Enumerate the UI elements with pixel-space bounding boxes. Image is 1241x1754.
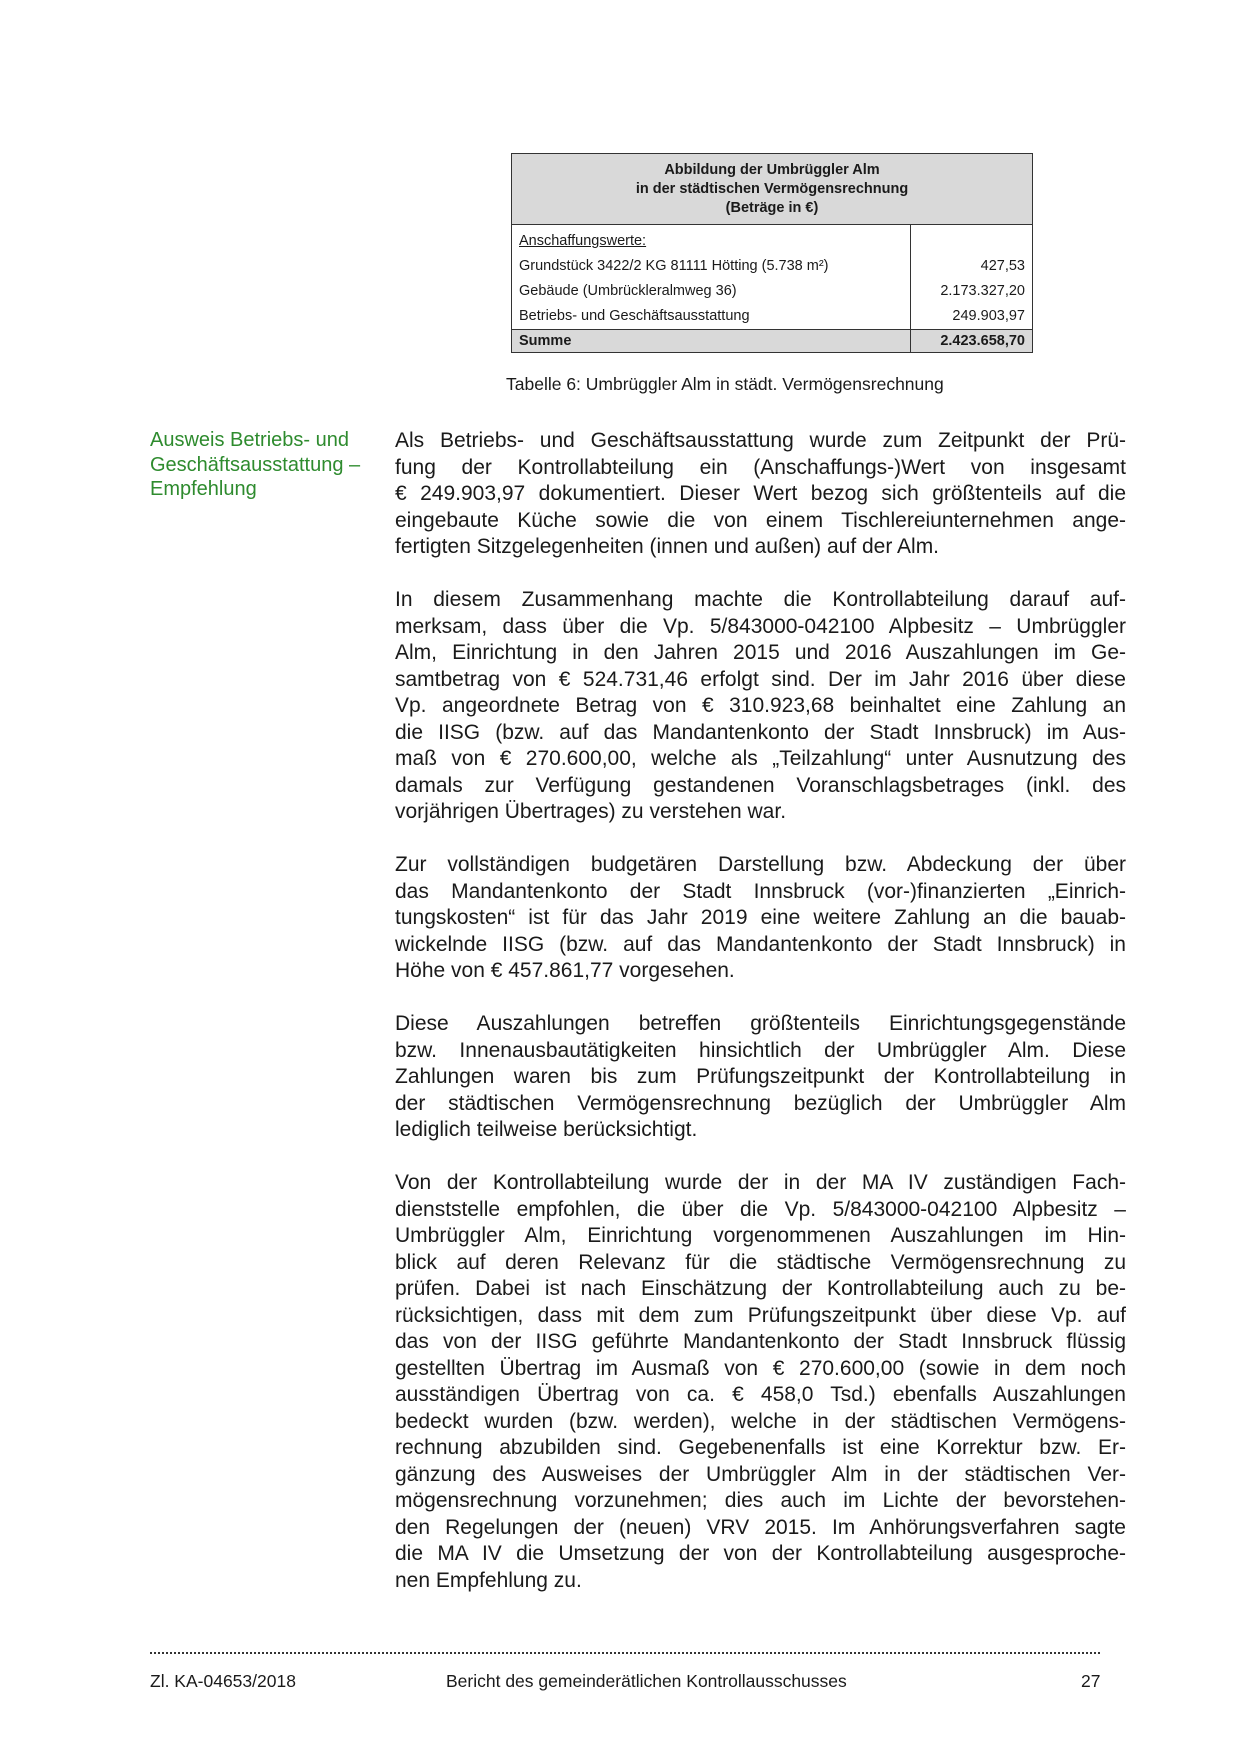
text-line: rechnung abzubilden sind. Gegebenenfalls ist eine Korrektur bzw. Er- xyxy=(395,1436,1126,1459)
title-line: (Beträge in €) xyxy=(725,200,819,216)
text-line: gänzung des Ausweises der Umbrüggler Alm in der städtischen Ver- xyxy=(395,1462,1126,1486)
margin-note xyxy=(150,428,380,502)
margin-note-line: Geschäftsausstattung – xyxy=(150,453,361,476)
footer-title: Bericht des gemeinderätlichen Kontrollausschusses xyxy=(446,1671,847,1691)
text-line: € 249.903,97 dokumentiert. Dieser Wert bezog sich größtenteils auf die xyxy=(395,482,1126,505)
footer-reference: Zl. KA-04653/2018 xyxy=(150,1671,296,1691)
text-line: damals zur Verfügung gestandenen Voranschlagsbetrages (inkl. des xyxy=(395,773,1126,797)
text-line: merksam, dass über die Vp. 5/843000-042100 Alpbesitz – Umbrüggler xyxy=(395,614,1126,638)
text-line: dienststelle empfohlen, die über die Vp. 5/843000-042100 Alpbesitz – xyxy=(395,1197,1126,1221)
text-line: fertigten Sitzgelegenheiten (innen und außen) auf der Alm. xyxy=(395,535,940,558)
text-line: Umbrüggler Alm, Einrichtung vorgenommenen Auszahlungen im Hin- xyxy=(395,1224,1126,1247)
paragraph xyxy=(395,587,1126,826)
row-label: Grundstück 3422/2 KG 81111 Hötting (5.738 m²) xyxy=(519,258,829,274)
sum-row xyxy=(512,330,1033,353)
text-line: prüfen. Dabei ist nach Einschätzung der Kontrollabteilung auch zu be- xyxy=(395,1277,1126,1300)
table-caption: Tabelle 6: Umbrüggler Alm in städt. Vermögensrechnung xyxy=(506,374,944,394)
text-line: In diesem Zusammenhang machte die Kontrollabteilung darauf auf- xyxy=(395,588,1126,611)
title-line: in der städtischen Vermögensrechnung xyxy=(635,181,909,197)
footer-divider xyxy=(150,1652,1100,1654)
page-number: 27 xyxy=(1081,1671,1101,1691)
text-line: blick auf deren Relevanz für die städtische Vermögensrechnung zu xyxy=(395,1250,1126,1274)
text-line: Vp. angeordnete Betrag von € 310.923,68 beinhaltet eine Zahlung an xyxy=(395,694,1126,717)
row-value: 427,53 xyxy=(910,254,1032,279)
text-line: ausständigen Übertrag von ca. € 458,0 Tsd.) ebenfalls Auszahlungen xyxy=(395,1383,1126,1406)
row-value: 249.903,97 xyxy=(910,304,1032,330)
text-line: fung der Kontrollabteilung ein (Anschaffungs-)Wert von insgesamt xyxy=(395,455,1126,479)
text-line: Alm, Einrichtung in den Jahren 2015 und 2016 Auszahlungen im Ge- xyxy=(395,641,1126,664)
text-line: die MA IV die Umsetzung der von der Kontrollabteilung ausgesproche- xyxy=(395,1542,1126,1565)
text-line: Zur vollständigen budgetären Darstellung bzw. Abdeckung der über xyxy=(395,853,1126,876)
table-row xyxy=(512,304,1033,330)
text-line: Höhe von € 457.861,77 vorgesehen. xyxy=(395,959,735,982)
paragraph xyxy=(395,852,1126,985)
paragraph xyxy=(395,1011,1126,1144)
paragraph xyxy=(395,1170,1126,1594)
text-line: das Mandantenkonto der Stadt Innsbruck (vor-)finanzierten „Einrich- xyxy=(395,879,1126,903)
text-line: Von der Kontrollabteilung wurde der in der MA IV zuständigen Fach- xyxy=(395,1171,1126,1194)
row-label: Gebäude (Umbrückleralmweg 36) xyxy=(519,283,737,299)
asset-table xyxy=(511,153,1033,353)
table-row xyxy=(512,279,1033,304)
text-line: samtbetrag von € 524.731,46 erfolgt sind. Der im Jahr 2016 über diese xyxy=(395,667,1126,691)
text-line: Diese Auszahlungen betreffen größtenteils Einrichtungsgegenstände xyxy=(395,1012,1126,1035)
margin-note-line: Empfehlung xyxy=(150,478,257,500)
text-line: Als Betriebs- und Geschäftsausstattung wurde zum Zeitpunkt der Prü- xyxy=(395,429,1126,452)
text-line: vorjährigen Übertrages) zu verstehen war. xyxy=(395,800,787,823)
text-line: das von der IISG geführte Mandantenkonto der Stadt Innsbruck flüssig xyxy=(395,1330,1126,1353)
row-value: 2.173.327,20 xyxy=(910,279,1032,304)
text-line: nen Empfehlung zu. xyxy=(395,1568,582,1592)
text-line: den Regelungen der (neuen) VRV 2015. Im Anhörungsverfahren sagte xyxy=(395,1515,1126,1539)
text-line: die IISG (bzw. auf das Mandantenkonto der Stadt Innsbruck) im Aus- xyxy=(395,720,1126,744)
text-line: wickelnde IISG (bzw. auf das Mandantenkonto der Stadt Innsbruck) in xyxy=(395,932,1126,956)
text-line: tungskosten“ ist für das Jahr 2019 eine weitere Zahlung an die bauab- xyxy=(395,906,1126,929)
text-line: der städtischen Vermögensrechnung bezüglich der Umbrüggler Alm xyxy=(395,1091,1126,1115)
text-line: gestellten Übertrag im Ausmaß von € 270.600,00 (sowie in dem noch xyxy=(395,1356,1126,1380)
section-label: Anschaffungswerte: xyxy=(519,233,647,249)
body-text xyxy=(395,428,1126,1621)
margin-note-line: Ausweis Betriebs- und xyxy=(150,429,349,451)
sum-value: 2.423.658,70 xyxy=(910,330,1032,353)
table-title xyxy=(512,154,1033,225)
text-line: mögensrechnung vorzunehmen; dies auch im Lichte der bevorstehen- xyxy=(395,1489,1126,1512)
text-line: lediglich teilweise berücksichtigt. xyxy=(395,1118,698,1141)
text-line: bedeckt wurden (bzw. werden), welche in der städtischen Vermögens- xyxy=(395,1409,1126,1433)
table-row xyxy=(512,254,1033,279)
text-line: Zahlungen waren bis zum Prüfungszeitpunkt der Kontrollabteilung in xyxy=(395,1065,1126,1088)
row-label: Betriebs- und Geschäftsausstattung xyxy=(519,308,750,324)
title-line: Abbildung der Umbrüggler Alm xyxy=(664,162,880,178)
text-line: eingebaute Küche sowie die von einem Tischlereiunternehmen ange- xyxy=(395,508,1126,532)
paragraph xyxy=(395,428,1126,561)
text-line: maß von € 270.600,00, welche als „Teilzahlung“ unter Ausnutzung des xyxy=(395,747,1126,770)
sum-label: Summe xyxy=(512,330,911,353)
text-line: bzw. Innenausbautätigkeiten hinsichtlich der Umbrüggler Alm. Diese xyxy=(395,1038,1126,1062)
text-line: rücksichtigen, dass mit dem zum Prüfungszeitpunkt über diese Vp. auf xyxy=(395,1303,1126,1327)
